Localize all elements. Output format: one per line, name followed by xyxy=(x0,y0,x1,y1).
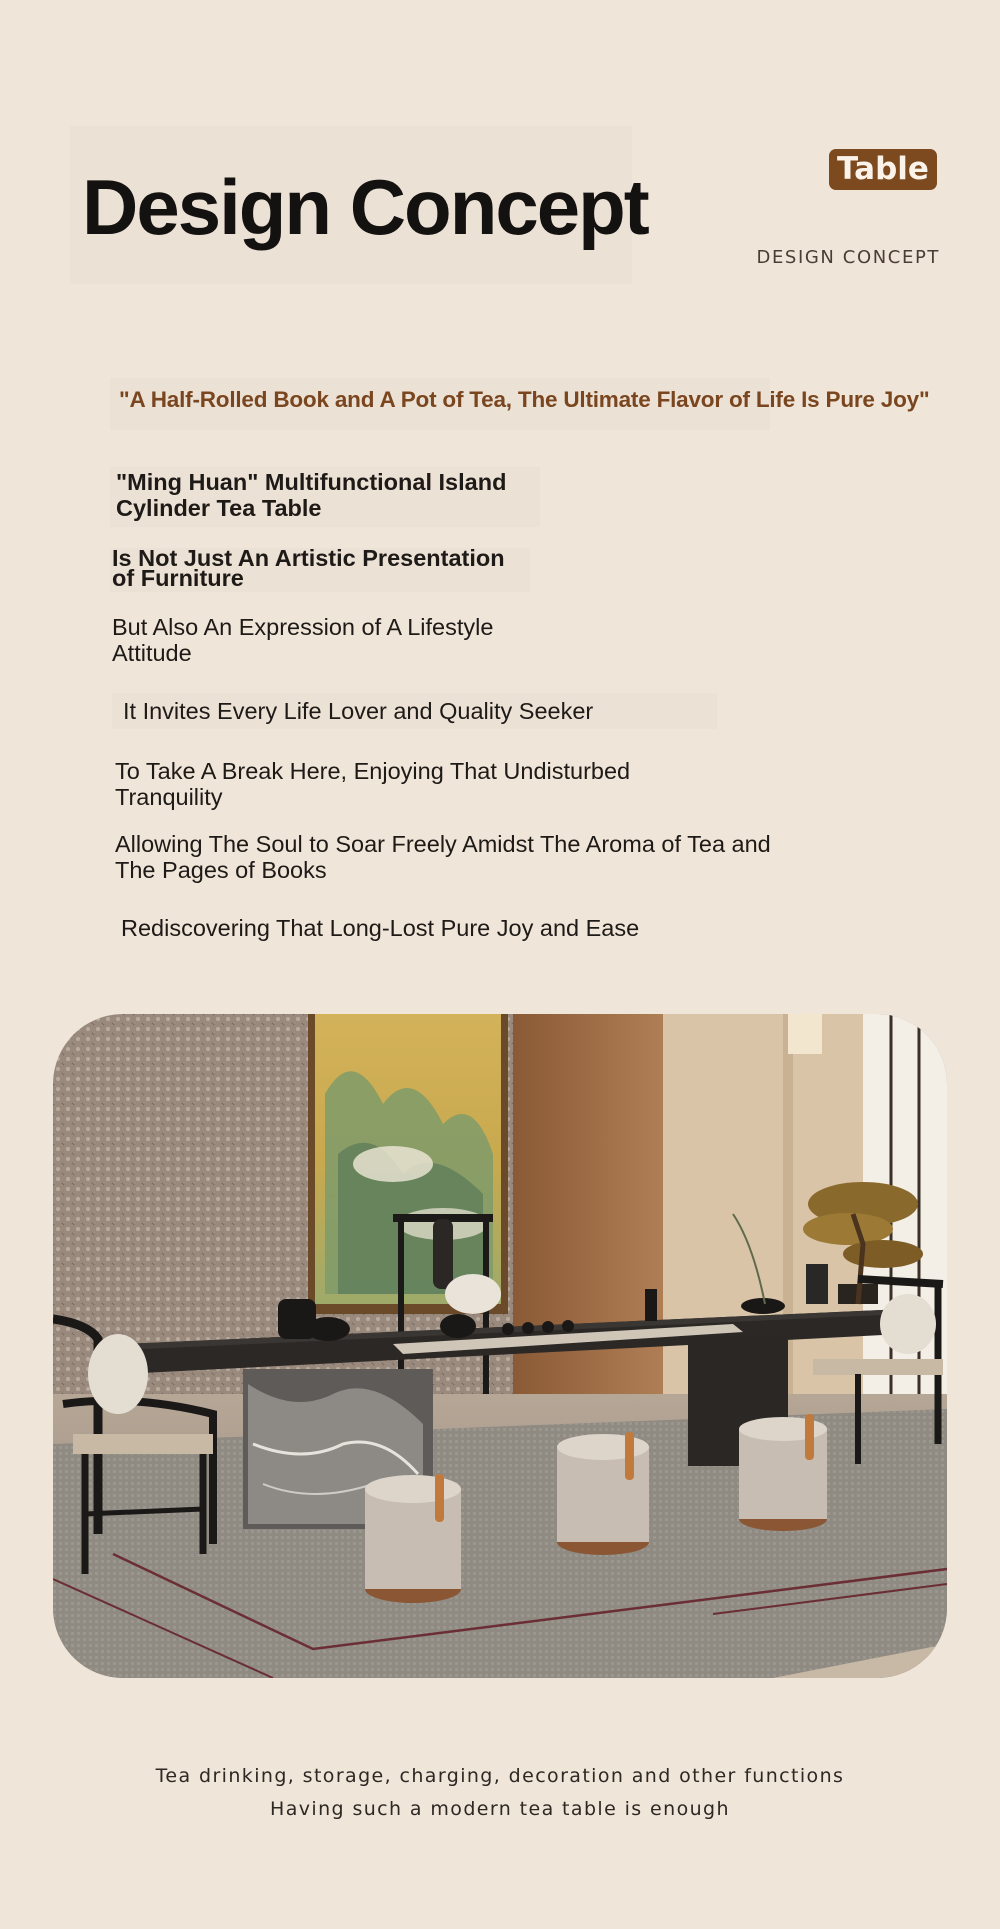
concept-line-6b: The Pages of Books xyxy=(115,857,327,883)
concept-line-3 xyxy=(112,614,493,666)
concept-line-3a: But Also An Expression of A Lifestyle xyxy=(112,614,494,640)
page-title: Design Concept xyxy=(82,163,648,251)
concept-line-7: Rediscovering That Long-Lost Pure Joy and Ease xyxy=(121,915,640,941)
product-photo xyxy=(53,1014,947,1678)
footer-line-2: Having such a modern tea table is enough xyxy=(270,1798,730,1820)
subtitle-label: DESIGN CONCEPT xyxy=(756,247,940,268)
concept-line-1 xyxy=(116,469,506,521)
footer-line-1: Tea drinking, storage, charging, decoration and other functions xyxy=(155,1765,845,1787)
concept-line-6 xyxy=(115,831,771,883)
concept-line-3b: Attitude xyxy=(112,640,192,666)
tagline-quote: "A Half-Rolled Book and A Pot of Tea, The Ultimate Flavor of Life Is Pure Joy" xyxy=(119,387,930,412)
concept-line-6a: Allowing The Soul to Soar Freely Amidst The Aroma of Tea and xyxy=(115,831,771,857)
concept-line-5b: Tranquility xyxy=(115,784,223,810)
concept-line-5a: To Take A Break Here, Enjoying That Undisturbed xyxy=(115,758,631,784)
concept-line-5 xyxy=(115,758,630,810)
concept-line-2 xyxy=(112,545,505,591)
concept-line-2b: of Furniture xyxy=(112,565,244,591)
concept-line-4: It Invites Every Life Lover and Quality Seeker xyxy=(123,698,594,724)
concept-line-2a: Is Not Just An Artistic Presentation xyxy=(112,545,505,571)
table-badge: Table xyxy=(829,149,937,190)
concept-line-1a: "Ming Huan" Multifunctional Island xyxy=(116,469,507,495)
concept-line-1b: Cylinder Tea Table xyxy=(116,495,322,521)
